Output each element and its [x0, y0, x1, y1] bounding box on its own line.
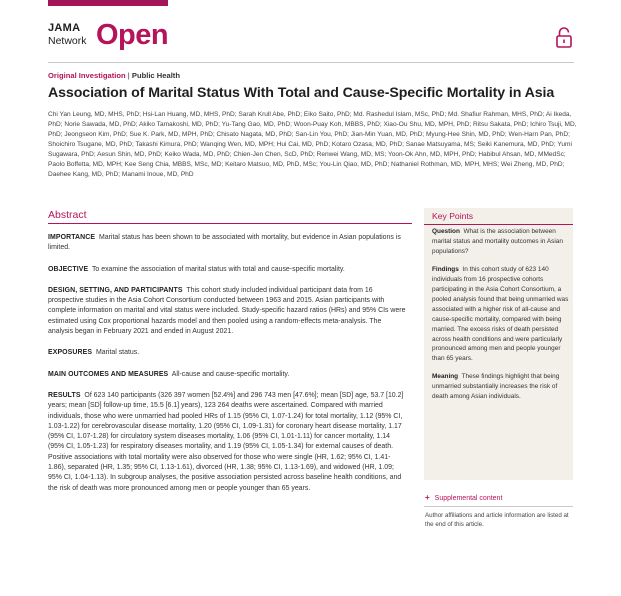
brand-top-bar — [48, 0, 168, 6]
key-points-heading: Key Points — [432, 211, 474, 221]
abstract-exposures — [48, 348, 408, 358]
key-point-question — [432, 227, 571, 257]
logo-jama-text: JAMA — [48, 22, 81, 34]
section-text: To examine the association of marital status with total and cause-specific mortality. — [91, 265, 345, 273]
supplemental-label: Supplemental content — [434, 495, 503, 502]
key-point-text: What is the association between marital status and mortality outcomes in Asian populations? — [432, 228, 563, 255]
section-label: DESIGN, SETTING, AND PARTICIPANTS — [48, 286, 183, 294]
header-divider — [48, 62, 574, 63]
section-label: RESULTS — [48, 391, 81, 399]
key-point-text: These findings highlight that being unmarried substantially increases the risk of death among Asian individuals. — [432, 373, 560, 401]
supplement-divider — [424, 506, 573, 507]
key-point-label: Meaning — [432, 373, 459, 381]
kicker-separator: | — [127, 71, 130, 80]
supplemental-content-link[interactable] — [425, 493, 502, 502]
section-text: This cohort study included individual participant data from 16 prospective studies in the Asia Cohort Consortium conducted between 1963 and 2015. Asian participants with complete information on marital and vital status were included. Study-specific hazard ratios (HRs) and 95% CIs were estimated using Cox proportional hazards model and then pooled using a random-effects meta-analysis. The analysis began in February 2021 and ended in August 2021. — [48, 286, 406, 336]
abstract-heading: Abstract — [48, 209, 87, 221]
plus-icon: + — [425, 493, 430, 502]
section-text: All-cause and cause-specific mortality. — [171, 370, 290, 378]
article-title: Association of Marital Status With Total and Cause-Specific Mortality in Asia — [48, 85, 555, 101]
key-point-label: Findings — [432, 265, 459, 273]
abstract-results — [48, 391, 408, 494]
section-label: IMPORTANCE — [48, 234, 96, 241]
section-text: Marital status has been shown to be associated with mortality, but evidence in Asian populations is limited. — [48, 234, 401, 252]
key-points-divider — [424, 224, 573, 225]
affiliations-note: Author affiliations and article information are listed at the end of this article. — [425, 512, 569, 529]
key-point-label: Question — [432, 228, 460, 235]
key-point-text: In this cohort study of 623 140 individuals from 16 prospective cohorts participating in the Asia Cohort Consortium, a pooled analysis found that being unmarried was associated with a higher risk of all-cause and cause-specific mortality, compared with being married. The excess risks of death persisted across health conditions and were particularly pronounced among men and people younger than 65 years. — [432, 265, 569, 363]
lock-icon — [556, 26, 572, 48]
key-points-panel — [424, 208, 573, 480]
section-label: MAIN OUTCOMES AND MEASURES — [48, 370, 169, 378]
section-text: Of 623 140 participants (326 397 women [52.4%] and 296 743 men [47.6%]; mean [SD] age, 53.7 [10.2] years; mean [SD] follow-up time, 15.5 [6.1] years), 123 264 deaths were ascertained. Compared with married individuals, those who were unmarried had pooled HRs of 1.15 (95% CI, 1.07-1.24) for total mortality, 1.12 (95% CI, 1.03-1.22) for cerebrovascular disease mortality, 1.20 (95% CI, 1.09-1.31) for coronary heart disease mortality, 1.17 (95% CI, 1.07-1.28) for circulatory system diseases mortality, 1.06 (95% CI, 1.01-1.11) for cancer mortality, 1.14 (95% CI, 1.05-1.23) for respiratory diseases mortality, and 1.19 (95% CI, 1.05-1.34) for external causes of death. Positive associations with total mortality were also observed for those who were single (HR, 1.62; 95% CI, 1.41-1.86), separated (HR, 1.35; 95% CI, 1.13-1.61), divorced (HR, 1.38; 95% CI, 1.13-1.69), and widowed (HR, 1.09; 95% CI, 1.04-1.13). In subgroup analyses, the positive association persisted across baseline health conditions, and the risk of death was more pronounced among men or people younger than 65 years. — [48, 391, 404, 492]
section-label: OBJECTIVE — [48, 265, 89, 273]
logo-open-text: Open — [96, 19, 169, 51]
key-point-findings — [432, 265, 571, 365]
article-type: Original Investigation — [48, 71, 126, 80]
abstract-divider — [48, 223, 412, 224]
logo-network-text: Network — [48, 35, 87, 47]
key-point-meaning — [432, 372, 571, 402]
abstract-outcomes — [48, 370, 408, 380]
key-points-body — [432, 227, 571, 410]
abstract-objective — [48, 265, 408, 275]
article-section: Public Health — [131, 71, 180, 80]
abstract-design — [48, 286, 408, 337]
abstract-body — [48, 233, 408, 505]
section-text: Marital status. — [95, 349, 140, 357]
abstract-importance — [48, 233, 408, 254]
section-label: EXPOSURES — [48, 349, 93, 357]
author-list: Chi Yan Leung, MD, MHS, PhD; Hsi-Lan Huang, MD, MHS, PhD; Sarah Krull Abe, PhD; Eiko Saito, PhD; Md. Rashedul Islam, MSc, PhD; Md. Shafiur Rahman, MHS, PhD; Ai Ikeda, PhD; Norie Sawada, MD, PhD; Akiko Tamakoshi, MD, PhD; Yu-Tang Gao, MD, PhD; Woon-Puay Koh, MBBS, PhD; Xiao-Ou Shu, MD, MPH, PhD; Ritsu Sakata, PhD; Ichiro Tsuji, MD, PhD; Jeongseon Kim, PhD; Sue K. Park, MD, MPH, PhD; Chisato Nagata, MD, PhD; San-Lin You, PhD; Jian-Min Yuan, MD, PhD; Myung-Hee Shin, MD, PhD; Wen-Harn Pan, PhD; Shoichiro Tsugane, MD, PhD; Takashi Kimura, PhD; Wanqing Wen, MD, MPH; Hui Cai, MD, PhD; Kotaro Ozasa, MD, PhD; Sanae Matsuyama, MS; Seiki Kanemura, MD, PhD; Yumi Sugawara, PhD; Aesun Shin, MD, PhD; Keiko Wada, MD, PhD; Chien-Jen Chen, ScD, PhD; Renwei Wang, MD, MS; Yoon-Ok Ahn, MD, MPH, PhD; Habibul Ahsan, MD, MMedSc; Paolo Boffetta, MD, MPH; Kee Seng Chia, MBBS, MSc, MD; Keitaro Matsuo, MD, PhD, MSc; You-Lin Qiao, MD, PhD; Nathaniel Rothman, MD, MPH, MHS; Wei Zheng, MD, PhD; Daehee Kang, MD, PhD; Manami Inoue, MD, PhD — [48, 111, 577, 179]
article-kicker — [48, 71, 180, 80]
